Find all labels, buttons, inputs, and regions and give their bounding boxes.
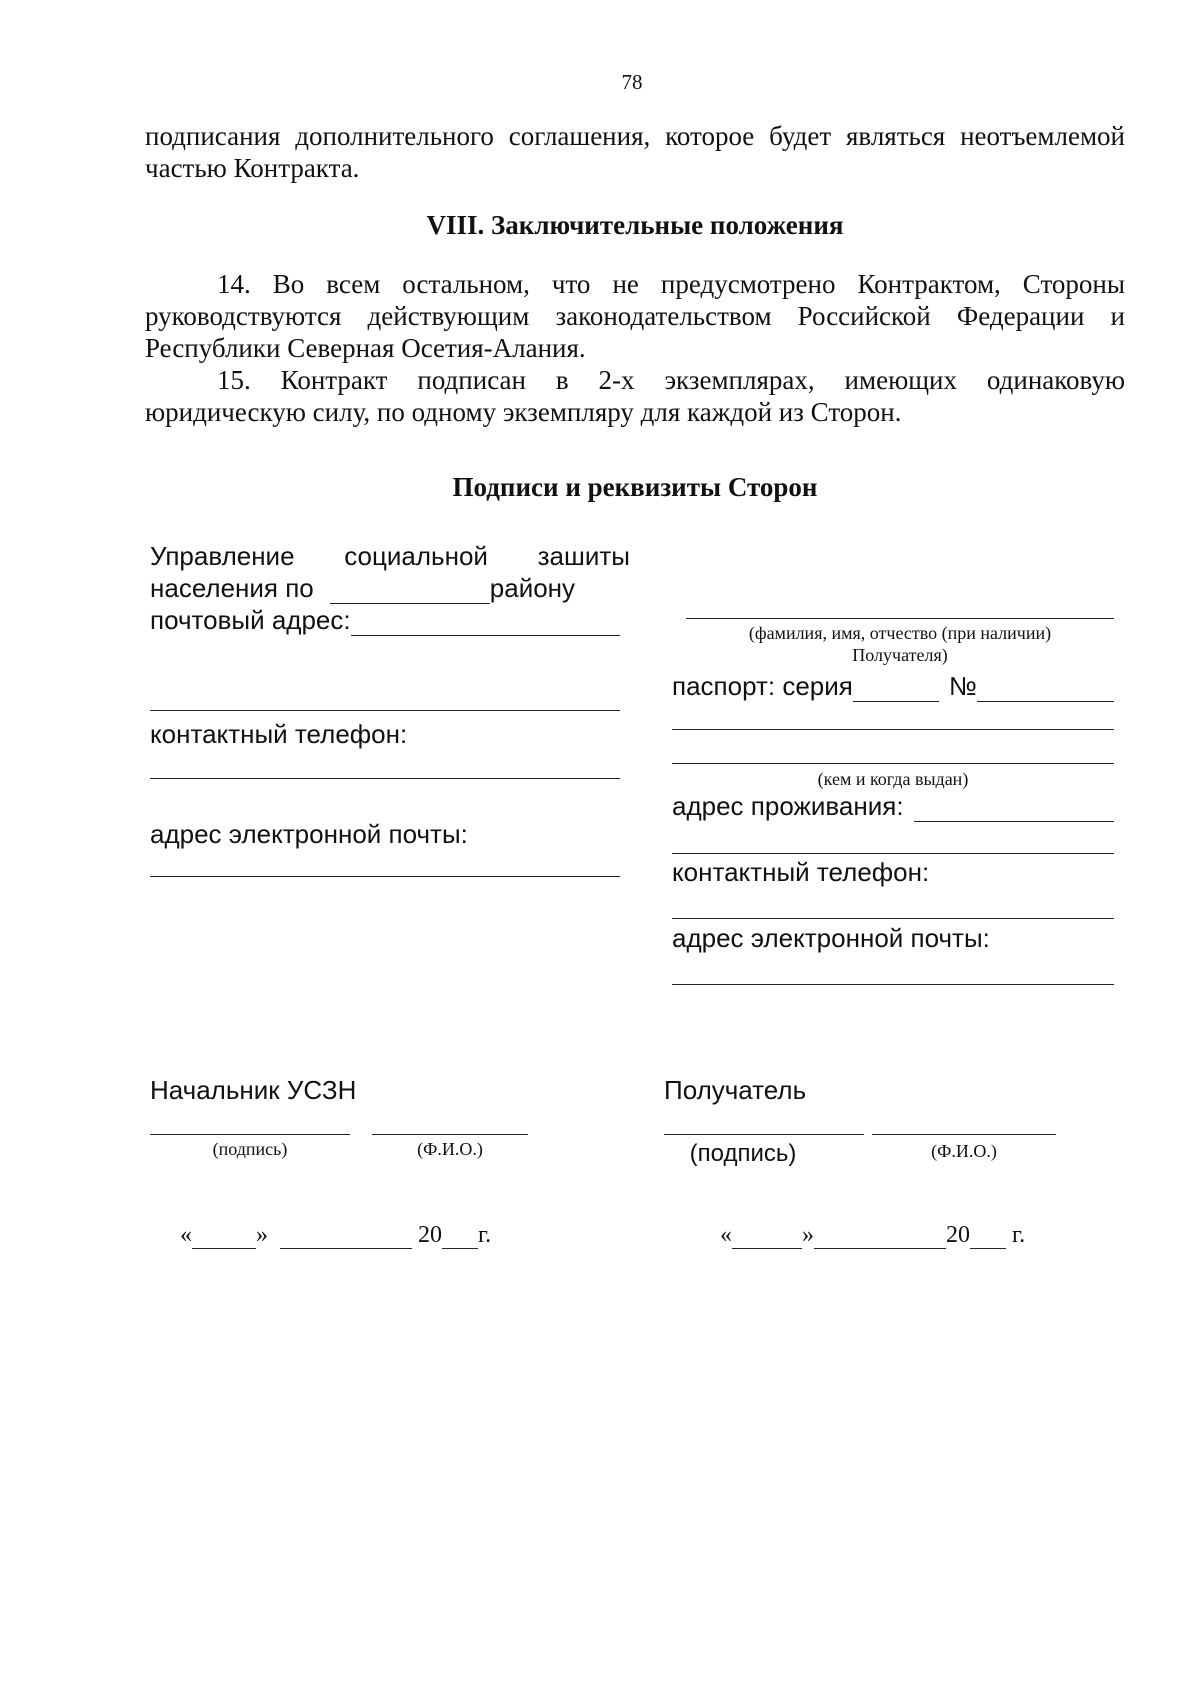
uszn-month-blank[interactable] — [280, 1228, 412, 1249]
recipient-year-prefix: 20 — [946, 1222, 970, 1248]
population-prefix: населения по — [150, 573, 314, 603]
uszn-date-open: « — [180, 1222, 192, 1248]
recipient-month-blank[interactable] — [814, 1228, 946, 1249]
right-email-label: адрес электронной почты: — [672, 923, 990, 953]
uszn-year-prefix: 20 — [418, 1222, 442, 1248]
right-contact-phone-blank[interactable] — [672, 918, 1114, 919]
passport-issued-blank-1[interactable] — [672, 729, 1114, 730]
recipient-title: Получатель — [664, 1075, 807, 1105]
right-email-blank[interactable] — [672, 984, 1114, 985]
left-email-label: адрес электронной почты: — [150, 819, 468, 849]
uszn-head-title: Начальник УСЗН — [150, 1075, 357, 1105]
recipient-year-blank[interactable] — [970, 1228, 1006, 1249]
section-heading: VIII. Заключительные положения — [426, 210, 844, 240]
recipient-signature-caption: (подпись) — [689, 1140, 797, 1167]
clause-15: 15. Контракт подписан в 2-х экземплярах, имеющих одинаковую юридическую силу, по одному экземпляру для каждой из Сторон. — [145, 365, 1125, 427]
recipient-date-close: » — [802, 1222, 814, 1248]
page-number: 78 — [621, 70, 643, 94]
uszn-signature-caption: (подпись) — [212, 1139, 288, 1159]
recipient-fio-blank[interactable] — [872, 1134, 1056, 1135]
postal-address-label: почтовый адрес: — [150, 605, 351, 635]
passport-line — [672, 670, 1114, 702]
postal-address-blank[interactable] — [351, 611, 620, 636]
name-caption-2: Получателя) — [852, 645, 948, 665]
passport-number-blank[interactable] — [977, 677, 1114, 702]
org-word-2: социальной — [344, 541, 488, 571]
recipient-fio-caption: (Ф.И.О.) — [931, 1141, 997, 1161]
recipient-signature-blank[interactable] — [664, 1134, 864, 1135]
passport-issued-blank-2[interactable] — [672, 763, 1114, 764]
uszn-day-blank[interactable] — [192, 1228, 256, 1249]
postal-address-line — [150, 604, 620, 636]
left-contact-phone-blank[interactable] — [150, 778, 620, 779]
org-word-3: зашиты — [537, 541, 630, 571]
recipient-date-line — [720, 1222, 1025, 1249]
recipient-name-blank[interactable] — [686, 618, 1114, 619]
passport-number-label: № — [948, 671, 977, 701]
uszn-date-close: » — [256, 1222, 268, 1248]
right-contact-phone-label: контактный телефон: — [672, 857, 930, 887]
residence-address-blank[interactable] — [914, 797, 1114, 822]
org-name-line — [150, 540, 630, 572]
postal-address-blank-2[interactable] — [150, 710, 620, 711]
passport-series-label: паспорт: серия — [672, 671, 853, 701]
issued-caption: (кем и когда выдан) — [817, 769, 969, 789]
clause-14: 14. Во всем остальном, что не предусмотрено Контрактом, Стороны руководствуются действующим законодательством Российской Федерации и Республики Северная Осетия-Алания. — [145, 269, 1125, 363]
population-line — [150, 572, 630, 604]
passport-series-blank[interactable] — [853, 677, 939, 702]
uszn-fio-blank[interactable] — [372, 1134, 528, 1135]
residence-address-blank-2[interactable] — [672, 853, 1114, 854]
intro-paragraph: подписания дополнительного соглашения, которое будет являться неотъемлемой частью Контракта. — [145, 121, 1125, 183]
uszn-date-line — [180, 1222, 491, 1249]
uszn-year-suffix: г. — [478, 1222, 492, 1248]
population-suffix: району — [489, 573, 576, 603]
recipient-date-open: « — [720, 1222, 732, 1248]
uszn-year-blank[interactable] — [442, 1228, 478, 1249]
uszn-fio-caption: (Ф.И.О.) — [417, 1139, 483, 1159]
residence-address-label: адрес проживания: — [672, 791, 904, 821]
district-blank[interactable] — [330, 579, 490, 604]
left-contact-phone-label: контактный телефон: — [150, 719, 408, 749]
signatures-heading: Подписи и реквизиты Сторон — [452, 472, 818, 502]
name-caption-1: (фамилия, имя, отчество (при наличии) — [748, 623, 1052, 643]
org-word-1: Управление — [150, 541, 295, 571]
residence-line — [672, 790, 1114, 822]
left-email-blank[interactable] — [150, 876, 620, 877]
recipient-year-suffix: г. — [1012, 1222, 1026, 1248]
recipient-day-blank[interactable] — [732, 1228, 802, 1249]
uszn-signature-blank[interactable] — [150, 1134, 350, 1135]
